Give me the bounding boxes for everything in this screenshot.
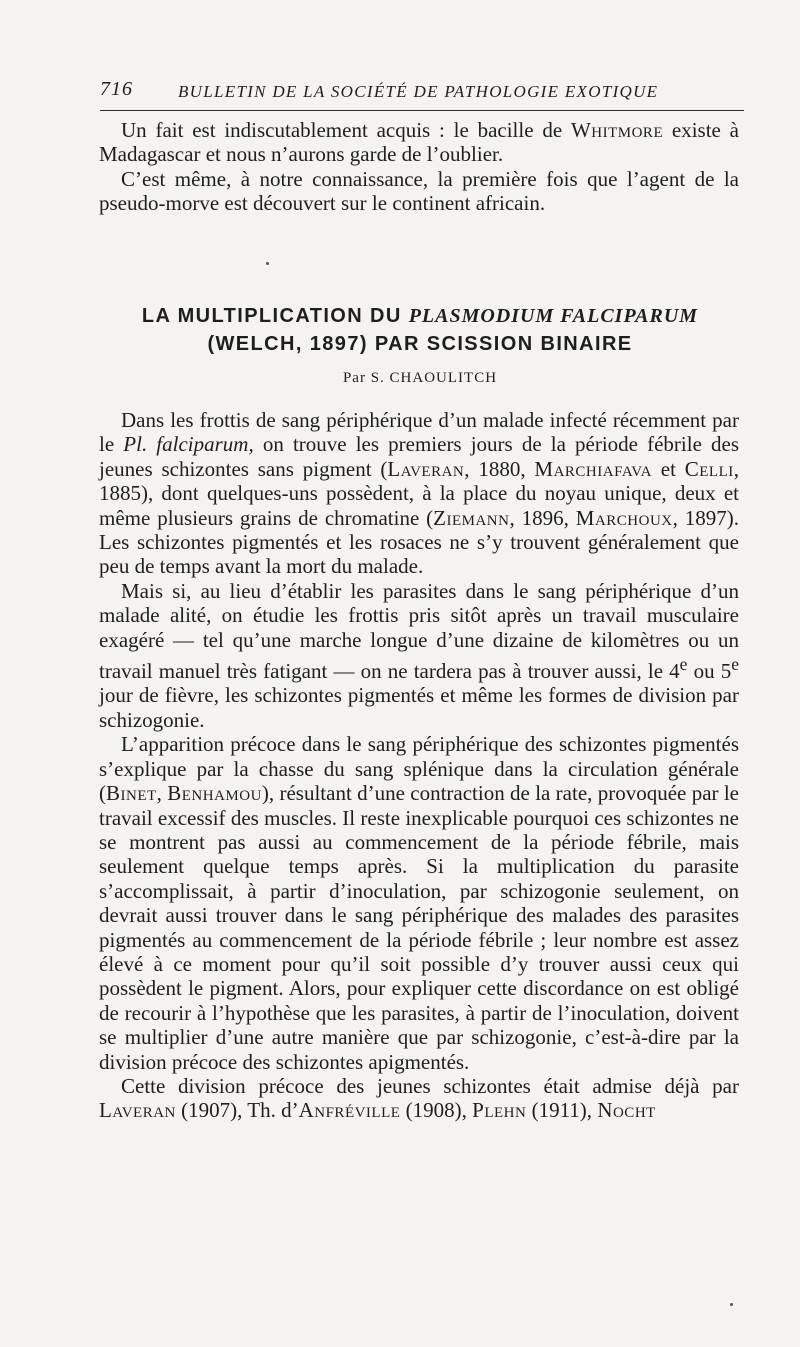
paragraph [99, 118, 739, 167]
text-run: Cette division précoce des jeunes schizontes était admise déjà par [121, 1073, 739, 1098]
paragraph [99, 408, 739, 579]
paragraph [99, 732, 739, 1074]
author-name: Whitmore [570, 118, 664, 142]
superscript: e [679, 654, 688, 675]
author-name: Laveran [387, 456, 465, 481]
page-number: 716 [100, 78, 133, 100]
text-run: Dans les frottis de sang périphérique d’un malade infecté récemment par le [99, 408, 739, 457]
paragraph [99, 1074, 739, 1123]
text-run: jour de fièvre, les schizontes pigmentés et même les formes de division par schizogonie. [99, 683, 739, 732]
title-text: LA MULTIPLICATION DU [141, 305, 409, 327]
superscript: e [731, 654, 740, 675]
paper-speck [266, 262, 269, 265]
text-run: (1907), Th. d’ [175, 1098, 299, 1123]
text-run: L’apparition précoce dans le sang périphérique des schizontes pigmentés s’explique par la chasse du sang splénique dans la circulation générale ( [99, 732, 739, 806]
text-run: , 1880, [464, 456, 535, 481]
text-run: et [651, 456, 685, 481]
text-run: Un fait est indiscutablement acquis : le bacille de [121, 118, 571, 142]
author-name: Binet [106, 781, 157, 806]
article-title [100, 302, 740, 330]
page-header [100, 74, 740, 114]
text-run: ou 5 [687, 659, 732, 684]
text-run: Mais si, au lieu d’établir les parasites dans le sang périphérique d’un malade alité, on étudie les frottis pris sitôt après un travail musculaire exagéré — tel qu’une marche longue d’une dizaine de kilomètres ou un travail manuel très fatigant — on ne tardera pas à trouver aussi, le 4 [99, 578, 739, 684]
header-rule [100, 110, 744, 111]
text-run: , 1897). Les schizontes pigmentés et les rosaces ne s’y trouvent généralement que peu de temps avant la mort du malade. [99, 505, 740, 579]
species-name: Pl. falciparum [123, 432, 249, 457]
paper-speck [730, 1303, 733, 1306]
text-run: existe à Madagascar et nous n’aurons garde de l’oublier. [99, 118, 739, 167]
paragraph [99, 579, 739, 732]
text-run: ), résultant d’une contraction de la rate, provoquée par le travail excessif des muscles. Il reste inexplicable pourquoi ces schizontes ne se montrent pas aussi au commencement de la période fébrile, mais seulement quelque temps après. Si la multiplication du parasite s’accomplissait, à partir d’inoculation, par schizogonie seulement, on devrait aussi trouver dans le sang périphérique des malades des parasites pigmentés au commencement de la période fébrile ; leur nombre est assez élevé à ce moment pour qu’il soit possible d’y trouver aussi ceux qui possèdent le pigment. Alors, pour expliquer cette discordance on est obligé de recourir à l’hypothèse que les parasites, à partir de l’inoculation, doivent se multiplier d’une autre manière que par schizogonie, c’est-à-dire par la division précoce des schizontes apigmentés. [99, 781, 739, 1074]
article-title-block [100, 302, 740, 387]
text-run: , [156, 781, 168, 806]
author-name: Celli [684, 456, 734, 481]
author-name: Nocht [597, 1098, 656, 1123]
text-run: (1908), [400, 1098, 473, 1123]
author-name: Ziemann [433, 505, 510, 530]
text-run: , 1885), dont quelques-uns possèdent, à la place du noyau unique, deux et même plusieurs grains de chromatine ( [99, 456, 740, 530]
text-run: (1911), [526, 1098, 598, 1123]
title-species: PLASMODIUM FALCIPARUM [408, 305, 699, 327]
author-name: Marchoux [575, 505, 673, 530]
author-name: Marchiafava [534, 456, 652, 481]
author-name: Anfréville [298, 1098, 401, 1123]
article-subtitle: (WELCH, 1897) PAR SCISSION BINAIRE [207, 333, 633, 355]
text-run: , on trouve les premiers jours de la période fébrile des jeunes schizontes sans pigment ( [99, 432, 740, 481]
author-name: Benhamou [167, 781, 262, 806]
paragraph: C’est même, à notre connaissance, la première fois que l’agent de la pseudo-morve est découvert sur le continent africain. [99, 166, 739, 216]
text-run: , 1896, [509, 505, 576, 530]
author-name: Laveran [99, 1098, 176, 1123]
previous-article-conclusion [99, 118, 739, 216]
running-head: BULLETIN DE LA SOCIÉTÉ DE PATHOLOGIE EXOTIQUE [178, 82, 659, 101]
author-name: Plehn [472, 1098, 527, 1123]
article-body [99, 408, 739, 1123]
byline: Par S. CHAOULITCH [342, 370, 498, 386]
